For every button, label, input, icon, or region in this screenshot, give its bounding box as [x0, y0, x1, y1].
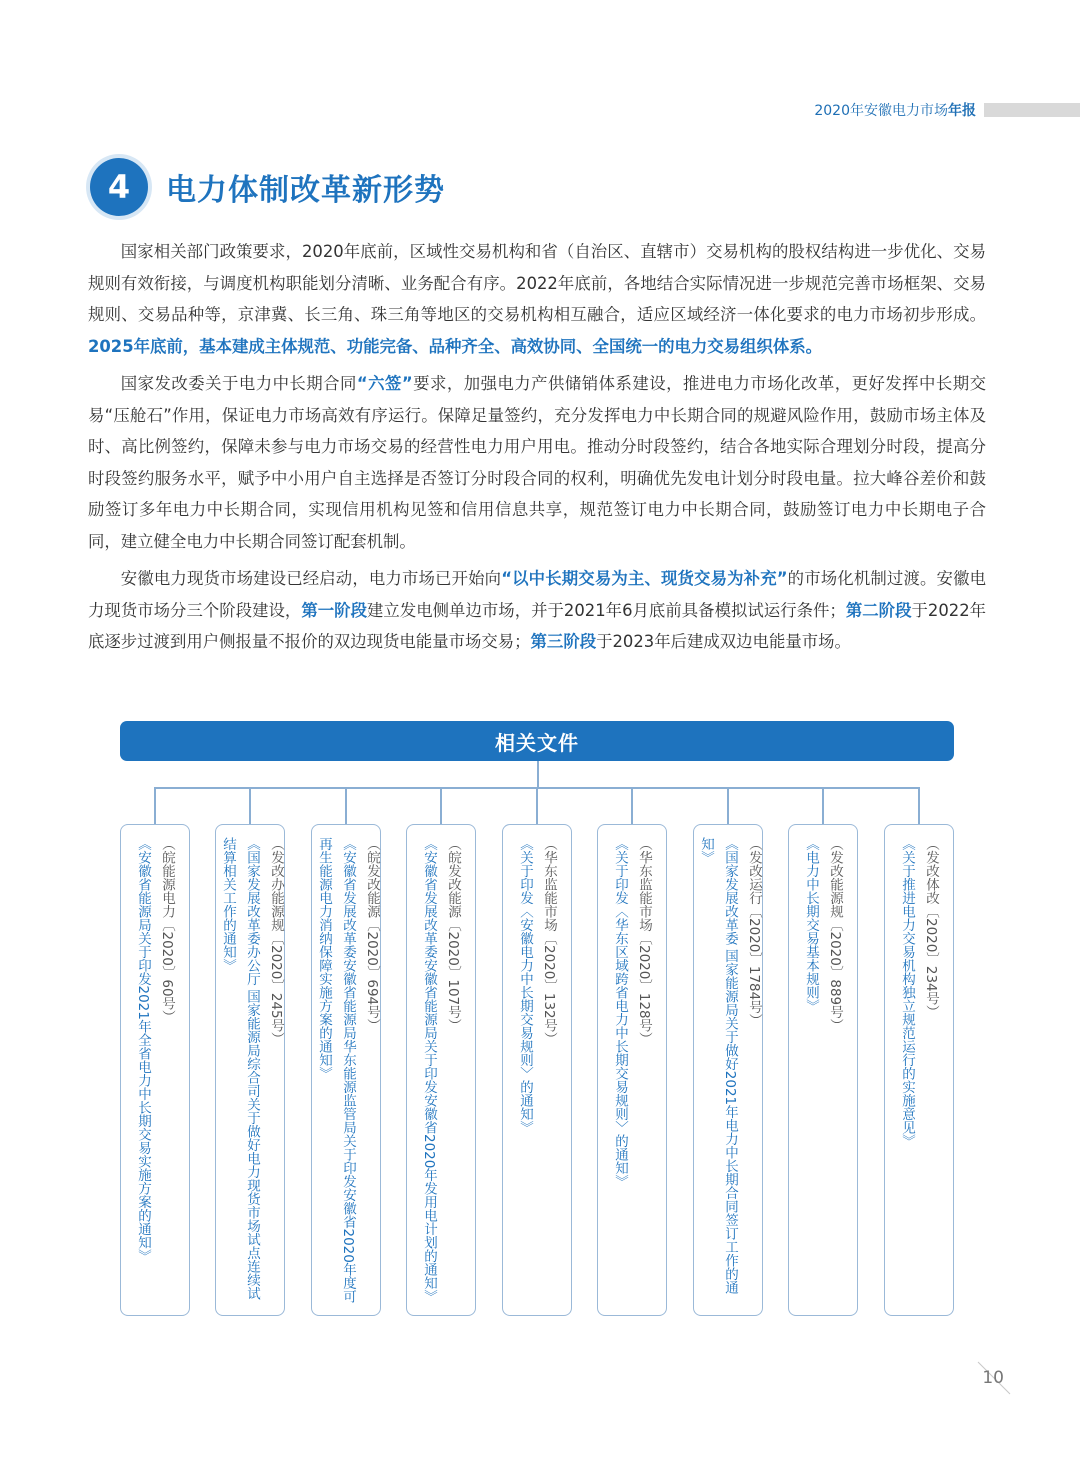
section-title: 电力体制改革新形势: [166, 173, 445, 208]
doc-text: （华东监能市场〔2020〕132号） 《关于印发〈安徽电力中长期交易规则〉的通知》: [517, 837, 557, 1134]
tree-connector-drop: [440, 787, 442, 824]
doc-card: [120, 824, 190, 1316]
doc-text: （发改办能源规〔2020〕245号） 《国家发展改革委办公厅 国家能源局综合司关于做好电力现货市场试点连续试结算相关工作的通知》: [220, 837, 284, 1301]
doc-text: （华东监能市场〔2020〕128号） 《关于印发〈华东区域跨省电力中长期交易规则〉的通知》: [612, 837, 652, 1188]
tree-connector-drop: [345, 787, 347, 824]
doc-text: （皖发改能源〔2020〕694号） 《安徽省发展改革委安徽省能源局华东能源监管局关于印发安徽省2020年度可再生能源电力消纳保障实施方案的通知》: [316, 837, 380, 1304]
tree-connector-drop: [154, 787, 156, 824]
tree-connector-drop: [822, 787, 824, 824]
doc-card: [788, 824, 858, 1316]
doc-text: （发改能源规〔2020〕889号） 《电力中长期交易基本规则》: [803, 837, 843, 1033]
section-number-badge: 4: [90, 158, 148, 216]
tree-connector-drop: [536, 787, 538, 824]
doc-card: [406, 824, 476, 1316]
header-title: 2020年安徽电力市场年报: [814, 103, 976, 119]
doc-text: （皖能源电力〔2020〕60号） 《安徽省能源局关于印发2021年全省电力中长期交易实施方案的通知》: [135, 837, 175, 1263]
doc-card: [311, 824, 381, 1316]
tree-connector-drop: [918, 787, 920, 824]
doc-text: （皖发改能源〔2020〕107号） 《安徽省发展改革委安徽省能源局关于印发安徽省2020年发用电计划的通知》: [421, 837, 461, 1304]
paragraph-1: 国家相关部门政策要求，2020年底前，区域性交易机构和省（自治区、直辖市）交易机构的股权结构进一步优化、交易规则有效衔接，与调度机构职能划分清晰、业务配合有序。2022年底前，各地结合实际情况进一步规范完善市场框架、交易规则、交易品种等，京津冀、长三角、珠三角等地区的交易机构相互融合，适应区域经济一体化要求的电力市场初步形成。2025年底前，基本建成主体规范、功能完备、品种齐全、高效协同、全国统一的电力交易组织体系。: [88, 242, 986, 356]
paragraph-2: 国家发改委关于电力中长期合同“六签”要求，加强电力产供储销体系建设，推进电力市场化改革，更好发挥中长期交易“压舱石”作用，保证电力市场高效有序运行。保障足量签约，充分发挥电力中长期合同的规避风险作用，鼓励市场主体及时、高比例签约，保障未参与电力市场交易的经营性电力用户用电。推动分时段签约，结合各地实际合理划分时段，提高分时段签约服务水平，赋予中小用户自主选择是否签订分时段合同的权利，明确优先发电计划分时段电量。拉大峰谷差价和鼓励签订多年电力中长期合同，实现信用机构见签和信用信息共享，规范签订电力中长期合同，鼓励签订电力中长期电子合同，建立健全电力中长期合同签订配套机制。: [88, 374, 987, 551]
related-docs-header: 相关文件: [120, 721, 954, 761]
body-text: [88, 236, 986, 664]
doc-card: [693, 824, 763, 1316]
tree-connector-drop: [727, 787, 729, 824]
header-decor-bar: [984, 103, 1080, 117]
doc-card: [502, 824, 572, 1316]
tree-connector-drop: [631, 787, 633, 824]
section-heading: [90, 158, 445, 216]
tree-connector-drop: [249, 787, 251, 824]
page-number: 10: [982, 1368, 1004, 1388]
doc-card: [884, 824, 954, 1316]
paragraph-3: 安徽电力现货市场建设已经启动，电力市场已开始向“以中长期交易为主、现货交易为补充”的市场化机制过渡。安徽电力现货市场分三个阶段建设，第一阶段建立发电侧单边市场，并于2021年6月底前具备模拟试运行条件；第二阶段于2022年底逐步过渡到用户侧报量不报价的双边现货电能量市场交易；第三阶段于2023年后建成双边电能量市场。: [88, 569, 987, 651]
tree-connector-main: [537, 761, 539, 787]
doc-card: [597, 824, 667, 1316]
doc-card: [215, 824, 285, 1316]
page-header: [814, 100, 1080, 120]
doc-text: （发改运行〔2020〕1784号） 《国家发展改革委 国家能源局关于做好2021年电力中长期合同签订工作的通知》: [698, 837, 762, 1295]
doc-text: （发改体改〔2020〕234号） 《关于推进电力交易机构独立规范运行的实施意见》: [899, 837, 939, 1148]
